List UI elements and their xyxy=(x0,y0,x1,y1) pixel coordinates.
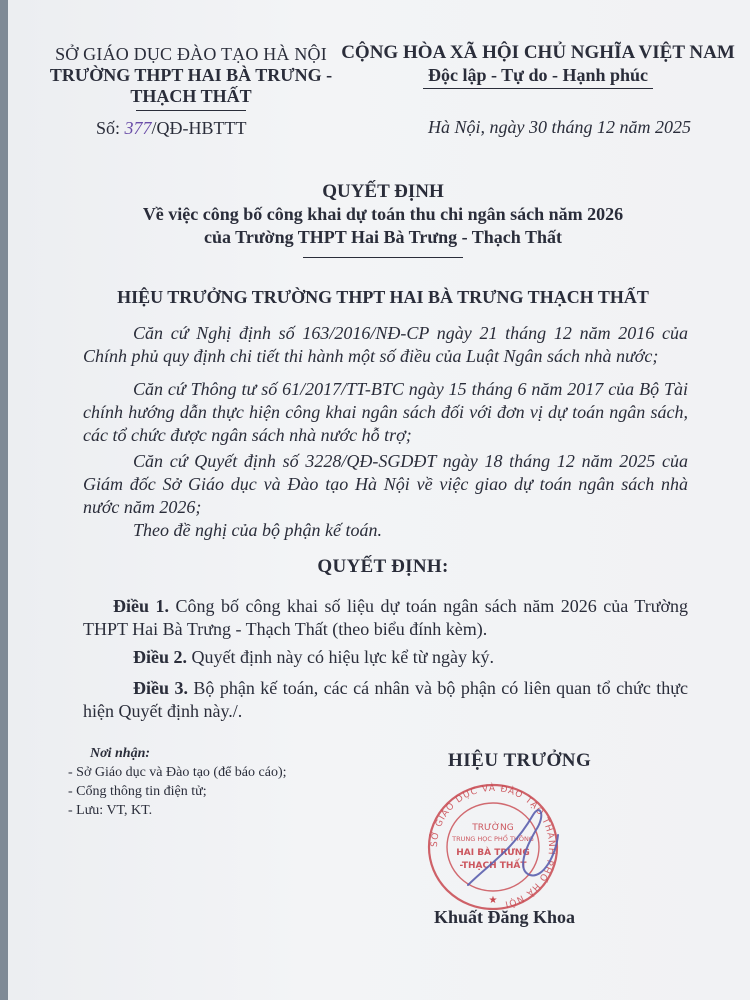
doc-number-handwritten: 377 xyxy=(124,118,152,138)
decision-title: QUYẾT ĐỊNH xyxy=(322,181,444,202)
recipient-item: - Lưu: VT, KT. xyxy=(68,803,153,818)
document-number xyxy=(96,118,247,139)
issuing-authority-block xyxy=(46,44,336,111)
article-3 xyxy=(83,677,688,723)
signature-title: HIỆU TRƯỞNG xyxy=(448,750,592,771)
legal-basis-2: Căn cứ Thông tư số 61/2017/TT-BTC ngày 15 tháng 6 năm 2017 của Bộ Tài chính hướng dẫn thực hiện công khai ngân sách đối với đơn vị dự toán ngân sách, các tổ chức được ngân sách nhà nước hỗ trợ; xyxy=(83,379,688,445)
title-rule xyxy=(303,257,463,258)
recipients-heading: Nơi nhận: xyxy=(90,746,151,761)
official-seal xyxy=(418,775,568,910)
header-left-rule xyxy=(136,110,246,111)
signer-name: Khuất Đăng Khoa xyxy=(434,907,576,927)
authority-heading: HIỆU TRƯỞNG TRƯỜNG THPT HAI BÀ TRƯNG THẠCH THẤT xyxy=(117,287,649,307)
article-3-text: Bộ phận kế toán, các cá nhân và bộ phận có liên quan tổ chức thực hiện Quyết định này./. xyxy=(83,678,688,721)
decision-title-block xyxy=(68,180,698,258)
recipients-block xyxy=(68,744,287,820)
national-motto-block xyxy=(338,42,738,89)
article-2-label: Điều 2. xyxy=(133,647,187,667)
article-1 xyxy=(83,595,688,641)
department-name: SỞ GIÁO DỤC ĐÀO TẠO HÀ NỘI xyxy=(55,44,327,64)
country-name: CỘNG HÒA XÃ HỘI CHỦ NGHĨA VIỆT NAM xyxy=(341,42,735,63)
seal-ring-text: SỞ GIÁO DỤC VÀ ĐÀO TẠO THÀNH PHỐ HÀ NỘI xyxy=(429,783,557,909)
doc-number-suffix: /QĐ-HBTTT xyxy=(151,118,247,138)
seal-inner-line4: -THẠCH THẤT xyxy=(459,861,527,871)
school-name-line2: THẠCH THẤT xyxy=(130,86,252,106)
article-2 xyxy=(83,646,688,669)
legal-basis-4: Theo đề nghị của bộ phận kế toán. xyxy=(133,520,382,540)
seal-star-icon: ★ xyxy=(488,895,498,906)
seal-inner-line3: HAI BÀ TRƯNG xyxy=(456,848,530,858)
seal-inner-line1: TRƯỜNG xyxy=(472,823,514,833)
article-1-text: Công bố công khai số liệu dự toán ngân sách năm 2026 của Trường THPT Hai Bà Trưng - Thạch Thất (theo biểu đính kèm). xyxy=(83,596,689,639)
article-2-text: Quyết định này có hiệu lực kể từ ngày ký. xyxy=(187,647,494,667)
school-name-line1: TRƯỜNG THPT HAI BÀ TRƯNG - xyxy=(49,65,333,85)
recipient-item: - Sở Giáo dục và Đào tạo (để báo cáo); xyxy=(68,765,287,780)
motto: Độc lập - Tự do - Hạnh phúc xyxy=(427,65,649,85)
article-1-label: Điều 1. xyxy=(113,596,170,616)
decision-subject-line1: Về việc công bố công khai dự toán thu chi ngân sách năm 2026 xyxy=(142,204,624,224)
seal-inner-line2: TRUNG HỌC PHỔ THÔNG xyxy=(452,835,534,843)
header-right-rule xyxy=(423,88,653,89)
decision-subject-line2: của Trường THPT Hai Bà Trưng - Thạch Thất xyxy=(204,227,562,247)
article-3-label: Điều 3. xyxy=(133,678,188,698)
legal-basis-1: Căn cứ Nghị định số 163/2016/NĐ-CP ngày 21 tháng 12 năm 2016 của Chính phủ quy định chi tiết thi hành một số điều của Luật Ngân sách nhà nước; xyxy=(83,323,688,366)
issue-date: Hà Nội, ngày 30 tháng 12 năm 2025 xyxy=(428,117,691,137)
doc-number-label: Số: xyxy=(96,118,125,138)
decision-heading: QUYẾT ĐỊNH: xyxy=(317,556,449,577)
recipient-item: - Cổng thông tin điện tử; xyxy=(68,784,207,799)
legal-basis-3: Căn cứ Quyết định số 3228/QĐ-SGDĐT ngày 18 tháng 12 năm 2025 của Giám đốc Sở Giáo dục và Đào tạo Hà Nội về việc giao dự toán ngân sách nhà nước năm 2026; xyxy=(83,451,688,517)
document-page xyxy=(8,0,750,1000)
